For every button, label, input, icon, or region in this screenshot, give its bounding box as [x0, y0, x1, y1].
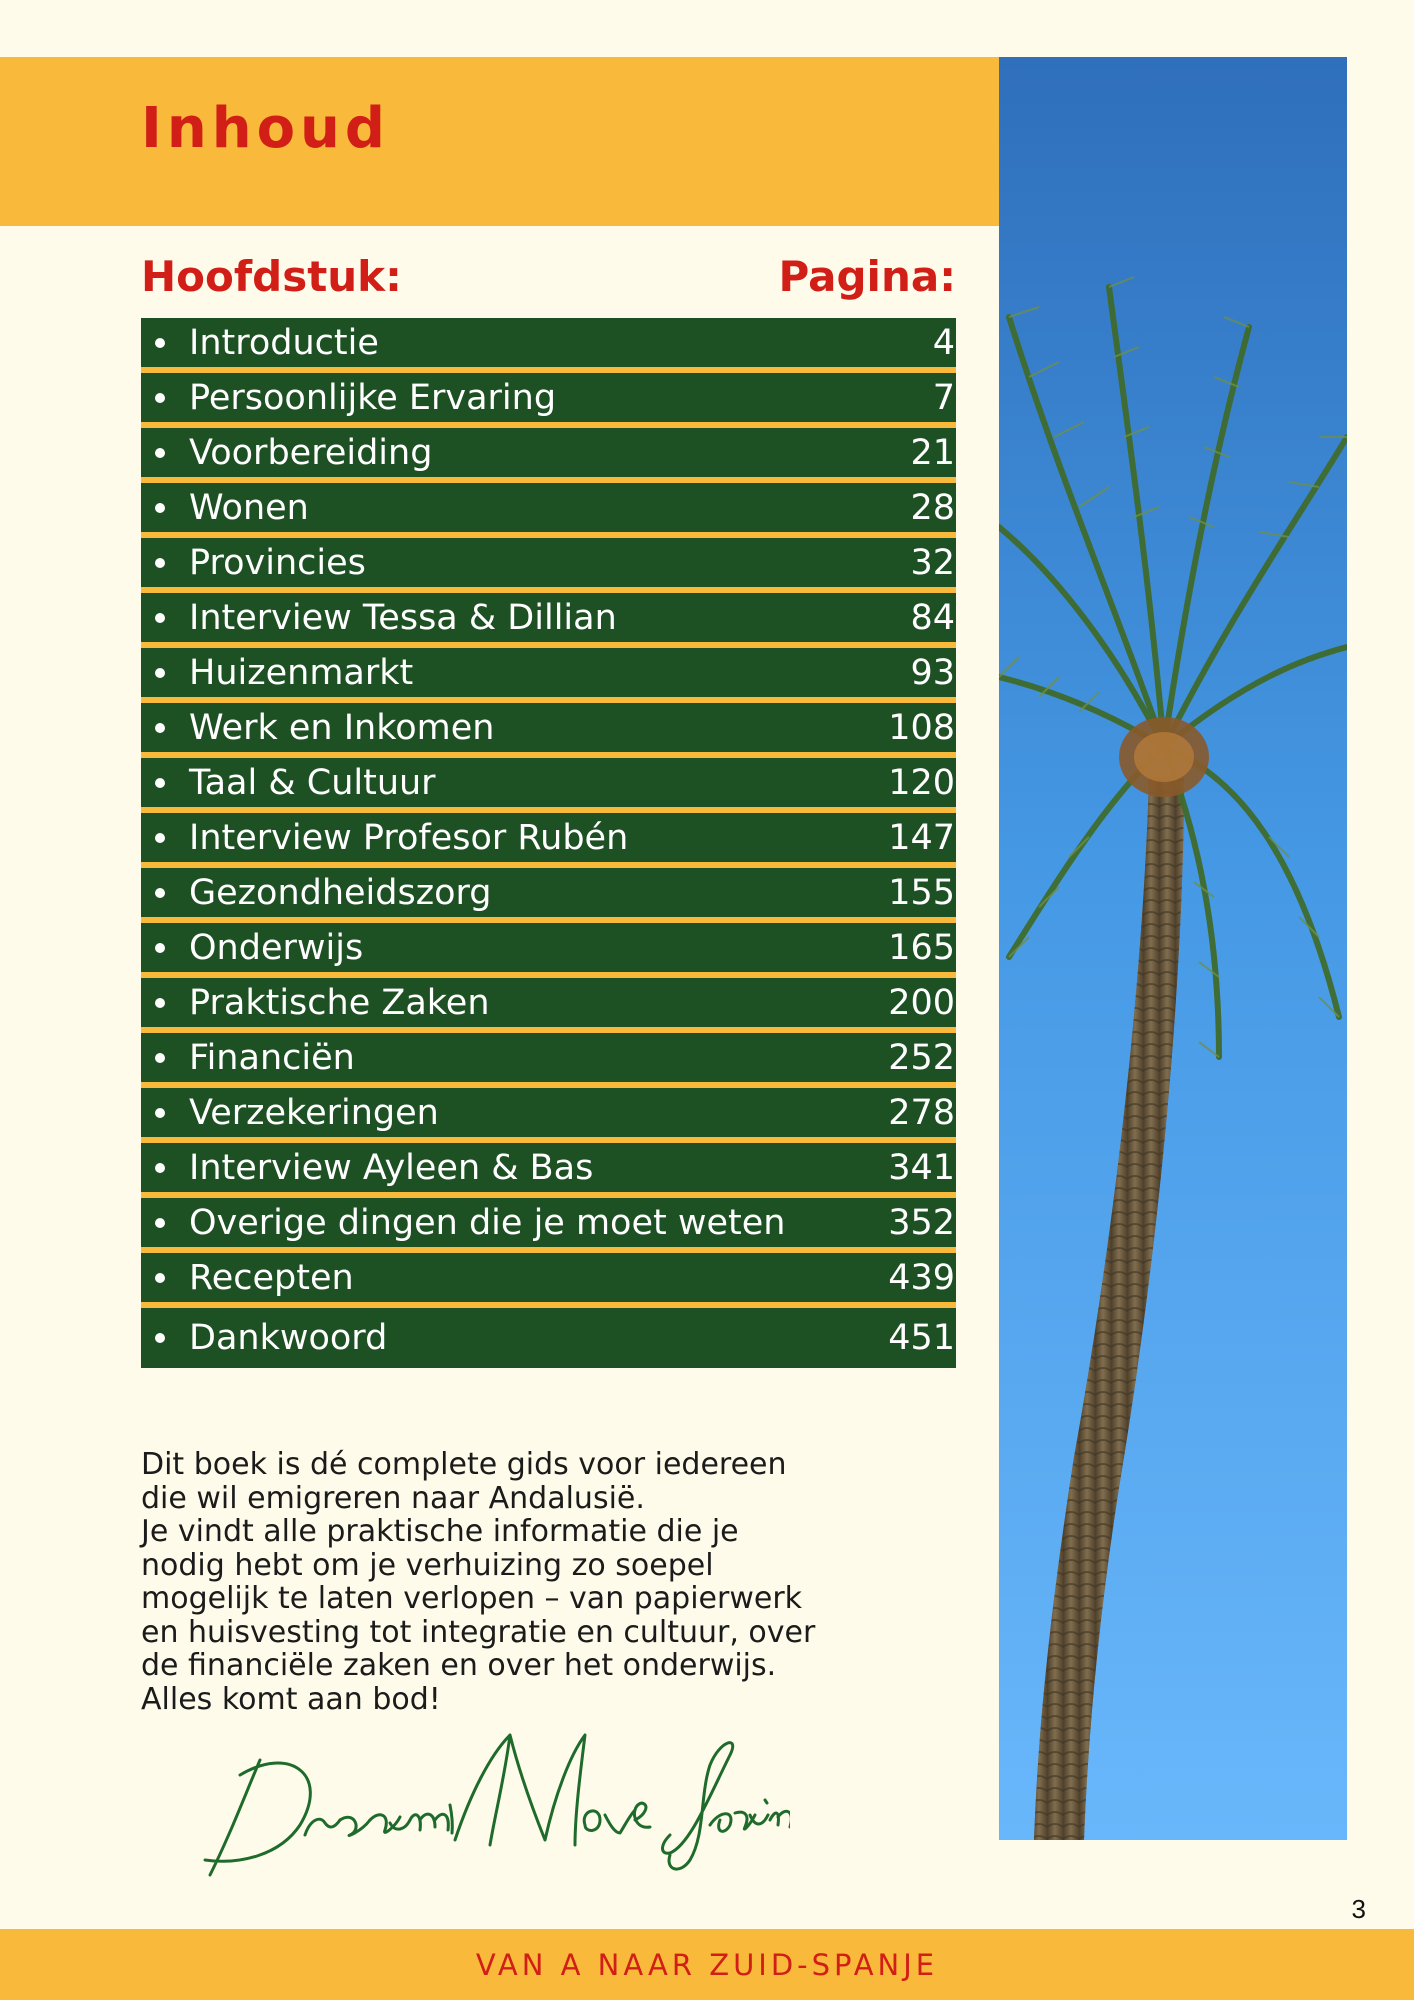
toc-entry[interactable] [141, 593, 956, 648]
bullet-icon [155, 668, 165, 678]
toc-entry-title: Voorbereiding [189, 432, 433, 473]
toc-entry[interactable] [141, 1033, 956, 1088]
toc-entry-page: 4 [932, 322, 955, 363]
toc-entry-title: Gezondheidszorg [189, 872, 492, 913]
toc-entry-page: 352 [888, 1202, 955, 1243]
toc-entry-page: 155 [888, 872, 955, 913]
bullet-icon [155, 338, 165, 348]
toc-entry[interactable] [141, 483, 956, 538]
toc-entry[interactable] [141, 1143, 956, 1198]
toc-entry-page: 451 [888, 1318, 955, 1358]
toc-entry-page: 165 [888, 927, 955, 968]
page-number: 3 [1351, 1894, 1366, 1924]
bullet-icon [155, 1108, 165, 1118]
toc-entry-title: Persoonlijke Ervaring [189, 377, 557, 418]
toc-entry[interactable] [141, 538, 956, 593]
table-of-contents [141, 318, 956, 1368]
toc-entry-title: Onderwijs [189, 927, 364, 968]
toc-entry-page: 439 [888, 1257, 955, 1298]
toc-entry-page: 252 [888, 1037, 955, 1078]
toc-entry-page: 147 [888, 817, 955, 858]
bullet-icon [155, 1218, 165, 1228]
toc-entry[interactable] [141, 868, 956, 923]
toc-entry-page: 108 [888, 707, 955, 748]
toc-entry-title: Huizenmarkt [189, 652, 414, 693]
toc-entry-title: Interview Ayleen & Bas [189, 1147, 594, 1188]
toc-entry-title: Recepten [189, 1257, 354, 1298]
toc-entry-title: Financiën [189, 1037, 355, 1078]
toc-entry[interactable] [141, 373, 956, 428]
toc-entry[interactable] [141, 648, 956, 703]
toc-entry-page: 84 [910, 597, 955, 638]
toc-entry-title: Interview Tessa & Dillian [189, 597, 617, 638]
toc-entry[interactable] [141, 1198, 956, 1253]
toc-entry-page: 32 [910, 542, 955, 583]
toc-entry-page: 278 [888, 1092, 955, 1133]
bullet-icon [155, 613, 165, 623]
bullet-icon [155, 393, 165, 403]
toc-entry-page: 28 [910, 487, 955, 528]
toc-entry[interactable] [141, 1088, 956, 1143]
page-column-header: Pagina: [778, 252, 956, 301]
toc-entry-page: 200 [888, 982, 955, 1023]
bullet-icon [155, 723, 165, 733]
toc-entry-title: Dankwoord [189, 1318, 388, 1358]
bullet-icon [155, 778, 165, 788]
toc-entry-title: Praktische Zaken [189, 982, 490, 1023]
toc-entry-title: Overige dingen die je moet weten [189, 1202, 786, 1243]
toc-entry-title: Introductie [189, 322, 379, 363]
toc-entry-page: 341 [888, 1147, 955, 1188]
page-title: Inhoud [141, 96, 390, 161]
bullet-icon [155, 503, 165, 513]
bullet-icon [155, 943, 165, 953]
toc-entry-title: Werk en Inkomen [189, 707, 495, 748]
toc-entry[interactable] [141, 758, 956, 813]
toc-entry[interactable] [141, 923, 956, 978]
footer-band [0, 1929, 1414, 2000]
toc-entry-title: Verzekeringen [189, 1092, 439, 1133]
toc-entry[interactable] [141, 1253, 956, 1308]
signature-logo [190, 1715, 790, 1900]
toc-entry[interactable] [141, 428, 956, 483]
toc-entry-title: Wonen [189, 487, 309, 528]
toc-entry[interactable] [141, 813, 956, 868]
toc-entry-page: 7 [932, 377, 955, 418]
intro-paragraph: Dit boek is dé complete gids voor iedereen die wil emigreren naar Andalusië. Je vindt alle praktische informatie die je nodig hebt om je verhuizing zo soepel mogelijk te laten verlopen – van papierwerk en huisvesting tot integratie en cultuur, over de financiële zaken en over het onderwijs. Alles komt aan bod! [141, 1447, 816, 1717]
toc-entry[interactable] [141, 978, 956, 1033]
bullet-icon [155, 448, 165, 458]
bullet-icon [155, 1053, 165, 1063]
bullet-icon [155, 833, 165, 843]
toc-entry-page: 21 [910, 432, 955, 473]
toc-entry-page: 93 [910, 652, 955, 693]
bullet-icon [155, 998, 165, 1008]
palm-tree-photo [999, 57, 1347, 1840]
toc-entry[interactable] [141, 318, 956, 373]
toc-entry[interactable] [141, 1308, 956, 1368]
bullet-icon [155, 1333, 165, 1343]
footer-text: VAN A NAAR ZUID-SPANJE [475, 1947, 939, 1982]
toc-entry-title: Interview Profesor Rubén [189, 817, 629, 858]
bullet-icon [155, 558, 165, 568]
toc-entry-title: Taal & Cultuur [189, 762, 436, 803]
chapter-column-header: Hoofdstuk: [141, 252, 402, 301]
bullet-icon [155, 1163, 165, 1173]
bullet-icon [155, 888, 165, 898]
toc-entry-title: Provincies [189, 542, 366, 583]
toc-entry-page: 120 [888, 762, 955, 803]
toc-entry[interactable] [141, 703, 956, 758]
bullet-icon [155, 1273, 165, 1283]
